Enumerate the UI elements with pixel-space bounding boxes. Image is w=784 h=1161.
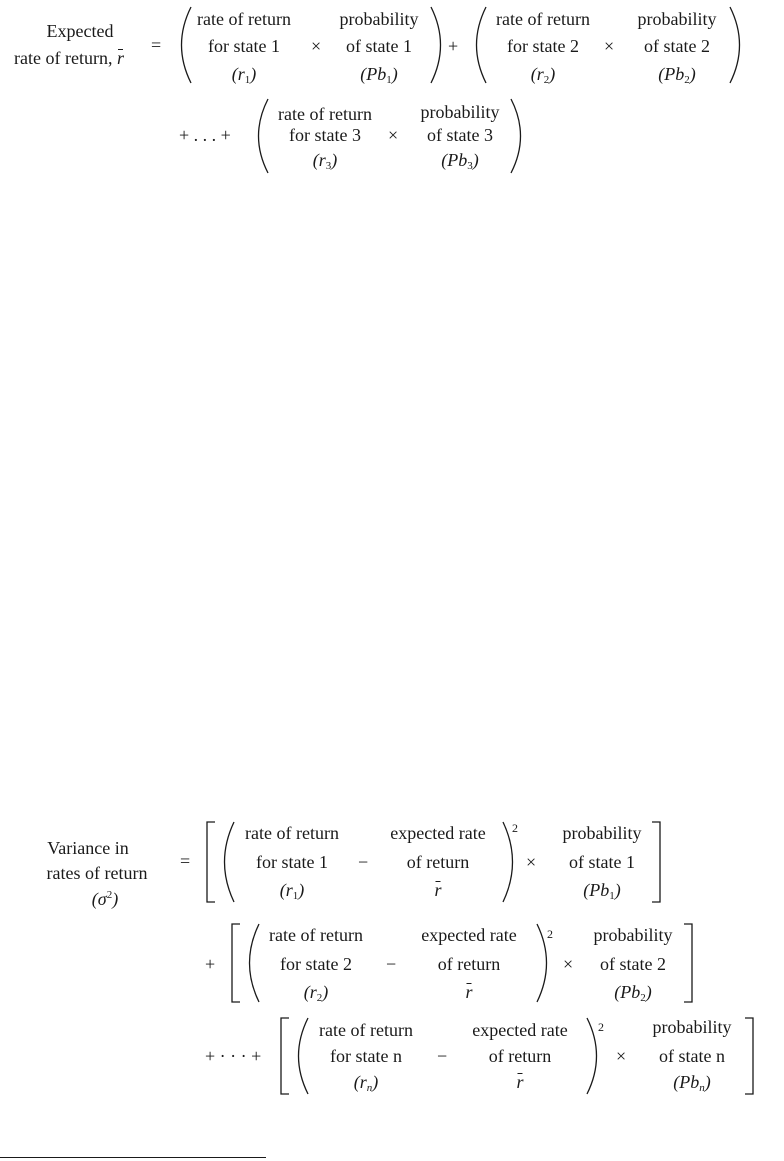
- eq2-t3-a-symbol: $(r_n)$: [353, 1072, 379, 1094]
- eq2-t2-a2: for state 2: [280, 954, 352, 974]
- sym-base: r: [536, 64, 544, 84]
- eq1-t1-col1-line2: for state 1: [208, 36, 280, 56]
- eq1-t2-col2-line1: probability: [637, 9, 717, 29]
- sym-sup: 2: [106, 889, 113, 901]
- eq1-lhs-line1: Expected: [46, 21, 114, 41]
- sym-sub: n: [366, 1082, 373, 1094]
- sym-base: r: [237, 64, 245, 84]
- sym-base: r: [516, 1072, 524, 1092]
- eq2-lhs-line2: rates of return: [46, 863, 148, 883]
- eq2-t3-times: ×: [616, 1046, 627, 1066]
- sym-sub: 1: [609, 890, 615, 902]
- eq2-t3-close-paren: [587, 1018, 597, 1094]
- eq2-lhs-symbol: $(\sigma^2)$: [91, 889, 119, 909]
- sym-base: r: [434, 880, 442, 900]
- eq1-t3-col2-line1: probability: [420, 102, 500, 122]
- eq2-t1-c-symbol: $(Pb_1)$: [583, 880, 621, 902]
- line-text: for state n: [330, 1046, 402, 1066]
- eq1-lhs-label: rate of return,: [14, 48, 113, 68]
- eq1-t2-col2-line2: of state 2: [644, 36, 710, 56]
- eq2-t1-minus: −: [358, 852, 369, 872]
- sym-sub: 2: [640, 992, 646, 1004]
- eq1-t3-col2-line2: of state 3: [427, 125, 493, 145]
- eq1-lhs-symbol: r: [116, 48, 124, 68]
- sym-sub: n: [699, 1082, 705, 1094]
- eq1-t2-col1-symbol: $(r_2)$: [530, 64, 556, 86]
- eq2-t2-open-bracket: [232, 924, 240, 1002]
- footnote-rule: [0, 1157, 266, 1158]
- eq1-t2-times: ×: [604, 36, 615, 56]
- eq2-t3-square: 2: [598, 1020, 604, 1034]
- sym-base: Pb: [366, 64, 387, 84]
- eq2-t1-a2: for state 1: [256, 852, 328, 872]
- eq1-t3-open-paren: [259, 99, 269, 173]
- eq2-t1-a1: rate of return: [245, 823, 339, 843]
- eq2-t3-c-symbol: $(Pb_n)$: [673, 1072, 711, 1094]
- sym-sub: 1: [292, 890, 299, 902]
- eq1-t1-col1-symbol: $(r_1)$: [231, 64, 257, 86]
- sym-sub: 1: [386, 74, 392, 86]
- eq2-t2-close-paren: [537, 924, 547, 1002]
- sym-base: r: [465, 982, 473, 1002]
- sym-base: r: [285, 880, 293, 900]
- eq1-t3-times: ×: [388, 125, 399, 145]
- eq1-t3-col1-line2: for state 3: [289, 125, 361, 145]
- eq2-t3-minus: −: [437, 1046, 448, 1066]
- eq2-t1-a-symbol: $(r_1)$: [279, 880, 305, 902]
- eq1-t1-col2-line1: probability: [339, 9, 419, 29]
- eq2-equals: =: [180, 851, 191, 871]
- eq2-t3-a1: rate of return: [319, 1020, 413, 1040]
- sym-sub: 2: [543, 74, 550, 86]
- eq2-t1-open-paren: [225, 822, 235, 902]
- sym-base: Pb: [664, 64, 685, 84]
- eq1-t1-col1-line1: rate of return: [197, 9, 291, 29]
- eq2-t1-times: ×: [526, 852, 537, 872]
- sym-base: Pb: [589, 880, 610, 900]
- eq2-t1-square: 2: [512, 821, 518, 835]
- eq2-t3-b1: expected rate: [472, 1020, 568, 1040]
- sym-base: σ: [97, 889, 107, 909]
- sym-base: r: [318, 150, 326, 170]
- eq2-lhs-line1: Variance in: [47, 838, 129, 858]
- eq1-t1-times: ×: [311, 36, 322, 56]
- eq2-t2-square: 2: [547, 927, 553, 941]
- eq1-t2-col2-symbol: $(Pb_2)$: [658, 64, 696, 86]
- sym-base: r: [309, 982, 317, 1002]
- sym-base: Pb: [447, 150, 468, 170]
- sym-base: Pb: [679, 1072, 700, 1092]
- eq1-t2-col1-line2: for state 2: [507, 36, 579, 56]
- eq2-t2-c1: probability: [593, 925, 673, 945]
- eq2-t3-b2: of return: [488, 1046, 552, 1066]
- eq1-t2-close-paren: [730, 7, 740, 83]
- eq2-t1-close-paren: [503, 822, 513, 902]
- eq2-t2-b2: of return: [437, 954, 501, 974]
- eq1-t2-col1-line1: rate of return: [496, 9, 590, 29]
- eq2-t2-c-symbol: $(Pb_2)$: [614, 982, 652, 1004]
- eq2-t1-open-bracket: [207, 822, 215, 902]
- eq1-t3-col1-line1: rate of return: [278, 104, 372, 124]
- eq2-t2-times: ×: [563, 954, 574, 974]
- eq2-t2-close-bracket: [684, 924, 692, 1002]
- eq1-ellipsis: + . . . +: [179, 125, 231, 145]
- eq1-t1-col2-symbol: $(Pb_1)$: [360, 64, 398, 86]
- eq2-t2-b1: expected rate: [421, 925, 517, 945]
- eq2-t3-open-bracket: [281, 1018, 289, 1094]
- eq2-t1-c1: probability: [562, 823, 642, 843]
- eq2-t2-c2: of state 2: [600, 954, 666, 974]
- eq1-t1-open-paren: [182, 7, 192, 83]
- eq2-plus: +: [205, 954, 216, 974]
- eq2-t3-open-paren: [299, 1018, 309, 1094]
- eq1-t3-col1-symbol: $(r_3)$: [312, 150, 338, 172]
- eq1-t2-open-paren: [477, 7, 487, 83]
- eq1-plus: +: [448, 36, 459, 56]
- eq2-t1-c2: of state 1: [569, 852, 635, 872]
- eq2-t3-c2: of state n: [659, 1046, 725, 1066]
- eq2-t2-a1: rate of return: [269, 925, 363, 945]
- eq2-t3-c1: probability: [652, 1017, 732, 1037]
- eq2-t2-a-symbol: $(r_2)$: [303, 982, 329, 1004]
- eq1-t3-close-paren: [511, 99, 521, 173]
- eq2-t2-open-paren: [250, 924, 260, 1002]
- eq2-t1-b1: expected rate: [390, 823, 486, 843]
- sym-sub: 3: [325, 160, 332, 172]
- eq2-t3-close-bracket: [745, 1018, 753, 1094]
- sym-base: r: [359, 1072, 367, 1092]
- eq1-equals: =: [151, 35, 162, 55]
- eq2-t2-minus: −: [386, 954, 397, 974]
- eq2-t1-b2: of return: [406, 852, 470, 872]
- sym-sub: 2: [684, 74, 690, 86]
- sym-base: Pb: [620, 982, 641, 1002]
- eq1-t1-close-paren: [431, 7, 441, 83]
- sym-sub: 2: [316, 992, 323, 1004]
- sym-sub: 1: [244, 74, 251, 86]
- eq2-ellipsis: + · · · +: [205, 1046, 262, 1066]
- eq2-t1-close-bracket: [652, 822, 660, 902]
- eq1-t1-col2-line2: of state 1: [346, 36, 412, 56]
- eq1-t3-col2-symbol: $(Pb_3)$: [441, 150, 479, 172]
- sym-sub: 3: [467, 160, 473, 172]
